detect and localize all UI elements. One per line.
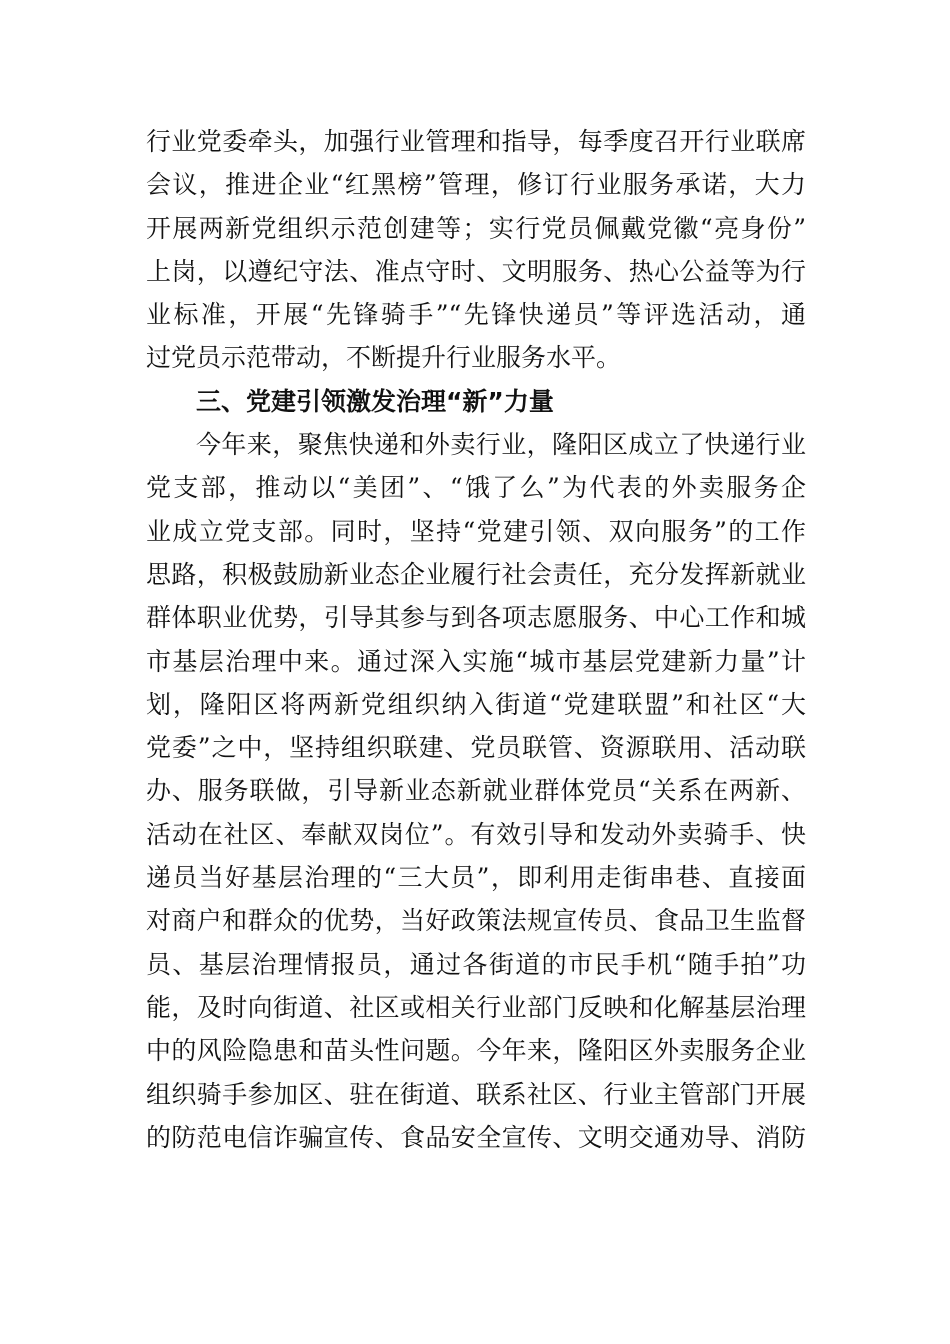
paragraph-2-line: 对商户和群众的优势，当好政策法规宣传员、食品卫生监督	[146, 906, 806, 936]
paragraph-2-line: 市基层治理中来。通过深入实施“城市基层党建新力量”计	[146, 646, 806, 676]
paragraph-1-line: 会议，推进企业“红黑榜”管理，修订行业服务承诺，大力	[146, 170, 806, 200]
paragraph-2-line: 划，隆阳区将两新党组织纳入街道“党建联盟”和社区“大	[146, 689, 806, 719]
paragraph-2-line: 办、服务联做，引导新业态新就业群体党员“关系在两新、	[146, 776, 806, 806]
paragraph-2-line: 党支部，推动以“美团”、“饿了么”为代表的外卖服务企	[146, 473, 806, 503]
paragraph-2-line: 思路，积极鼓励新业态企业履行社会责任，充分发挥新就业	[146, 559, 806, 589]
paragraph-2-line: 今年来，聚焦快递和外卖行业，隆阳区成立了快递行业	[196, 430, 806, 460]
paragraph-1-line: 业标准，开展“先锋骑手”“先锋快递员”等评选活动，通	[146, 300, 806, 330]
paragraph-1-line: 上岗，以遵纪守法、准点守时、文明服务、热心公益等为行	[146, 256, 806, 286]
paragraph-2-line: 群体职业优势，引导其参与到各项志愿服务、中心工作和城	[146, 603, 806, 633]
paragraph-2-line: 能，及时向街道、社区或相关行业部门反映和化解基层治理	[146, 992, 806, 1022]
paragraph-2-line: 组织骑手参加区、驻在街道、联系社区、行业主管部门开展	[146, 1079, 806, 1109]
paragraph-1-line: 开展两新党组织示范创建等；实行党员佩戴党徽“亮身份”	[146, 213, 806, 243]
document-body	[146, 120, 806, 1159]
paragraph-2-line: 的防范电信诈骗宣传、食品安全宣传、文明交通劝导、消防	[146, 1122, 806, 1152]
paragraph-2-line: 递员当好基层治理的“三大员”，即利用走街串巷、直接面	[146, 863, 806, 893]
paragraph-1-line: 过党员示范带动，不断提升行业服务水平。	[146, 343, 622, 373]
paragraph-1-line: 行业党委牵头，加强行业管理和指导，每季度召开行业联席	[146, 127, 806, 156]
paragraph-2-line: 党委”之中，坚持组织联建、党员联管、资源联用、活动联	[146, 733, 806, 763]
paragraph-2-line: 中的风险隐患和苗头性问题。今年来，隆阳区外卖服务企业	[146, 1036, 806, 1066]
paragraph-2-line: 业成立党支部。同时，坚持“党建引领、双向服务”的工作	[146, 516, 806, 546]
paragraph-2-line: 员、基层治理情报员，通过各街道的市民手机“随手拍”功	[146, 949, 806, 979]
paragraph-2-line: 活动在社区、奉献双岗位”。有效引导和发动外卖骑手、快	[146, 819, 806, 849]
section-heading: 三、党建引领激发治理“新”力量	[196, 386, 554, 416]
